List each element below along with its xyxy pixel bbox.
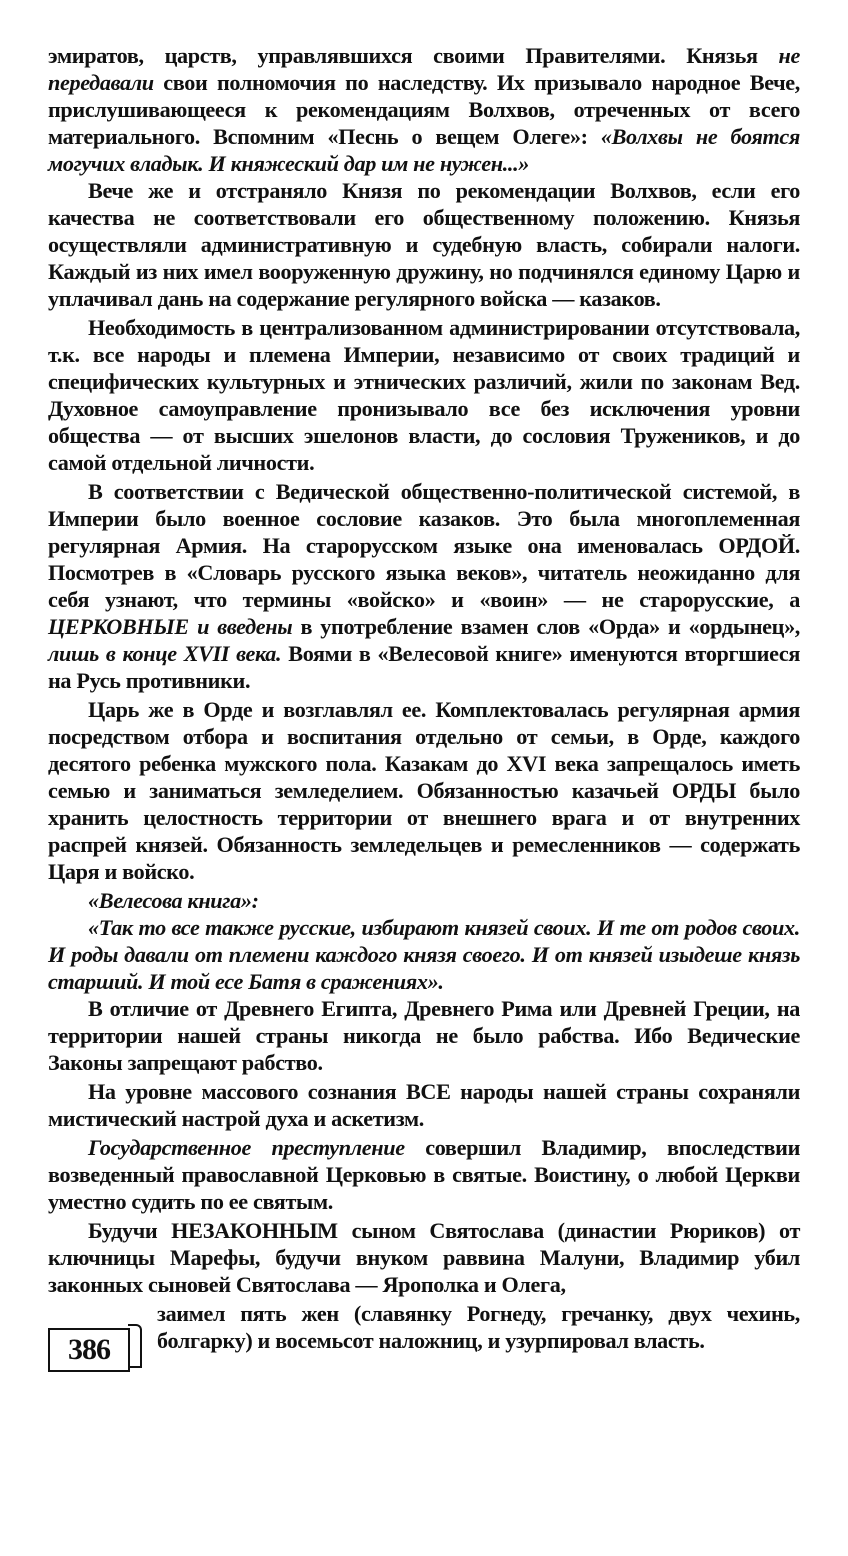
paragraph-5: Царь же в Орде и возглавлял ее. Комплектовалась регулярная армия посредством отбора и воспитания отдельно от семьи, в Орде, каждого десятого ребенка мужского пола. Казакам до XVI века запрещалось иметь семью и заниматься земледелием. Обязанностью казачьей ОРДЫ было хранить целостность территории от внешнего врага и от внутренних распрей князей. Обязанность земледельцев и ремесленников — содержать Царя и войско. bbox=[48, 697, 800, 884]
page-text bbox=[48, 42, 801, 1366]
paragraph-8: Государственное преступление совершил Владимир, впоследствии возведенный православной Церковью в святые. Воистину, о любой Церкви уместно судить по ее святым. bbox=[48, 1135, 800, 1214]
paragraph-4: В соответствии с Ведической общественно-политической системой, в Империи было военное сословие казаков. Это была многоплеменная регулярная Армия. На старорусском языке она именовалась ОРДОЙ. Посмотрев в «Словарь русского языка веков», читатель неожиданно для себя узнают, что термины «войско» и «воин» — не старорусские, а ЦЕРКОВНЫЕ и введены в употребление взамен слов «Орда» и «ордынец», лишь в конце XVII века. Воями в «Велесовой книге» именуются вторгшиеся на Русь противники. bbox=[48, 479, 801, 693]
quote-text: «Так то все также русские, избирают князей своих. И те от родов своих. И роды давали от племени каждого князя своего. И от князей изыдеше князь старший. И той есе Батя в сражениях». bbox=[48, 915, 800, 994]
paragraph-3: Необходимость в централизованном администрировании отсутствовала, т.к. все народы и племена Империи, независимо от своих традиций и специфических культурных и этнических различий, жили по законам Вед. Духовное самоуправление пронизывало все без исключения уровни общества — от высших эшелонов власти, до сословия Тружеников, и до самой отдельной личности. bbox=[48, 315, 800, 475]
page-number: 386 bbox=[48, 1328, 130, 1372]
paragraph-9: Будучи НЕЗАКОННЫМ сыном Святослава (династии Рюриков) от ключницы Марефы, будучи внуком раввина Малуни, Владимир убил законных сыновей Святослава — Ярополка и Олега, bbox=[48, 1218, 800, 1297]
page-footer-block bbox=[48, 1300, 800, 1366]
paragraph-6: В отличие от Древнего Египта, Древнего Рима или Древней Греции, на территории нашей страны никогда не было рабства. Ибо Ведические Законы запрещают рабство. bbox=[48, 996, 800, 1075]
paragraph-2: Вече же и отстраняло Князя по рекомендации Волхвов, если его качества не соответствовали его общественному положению. Князья осуществляли административную и судебную власть, собирали налоги. Каждый из них имел вооруженную дружину, но подчинялся единому Царю и уплачивал дань на содержание регулярного войска — казаков. bbox=[48, 178, 800, 311]
paragraph-1: эмиратов, царств, управлявшихся своими Правителями. Князья не передавали свои полномочия по наследству. Их призывало народное Вече, прислушивающееся к рекомендациям Волхвов, отреченных от всего материального. Вспомним «Песнь о вещем Олеге»: «Волхвы не боятся могучих владык. И княжеский дар им не нужен...» bbox=[48, 43, 800, 176]
page-number-tab bbox=[128, 1324, 142, 1368]
quote-heading: «Велесова книга»: bbox=[88, 888, 259, 913]
paragraph-7: На уровне массового сознания ВСЕ народы нашей страны сохраняли мистический настрой духа и аскетизм. bbox=[48, 1079, 800, 1131]
paragraph-10: заимел пять жен (славянку Рогнеду, гречанку, двух чехинь, болгарку) и восемьсот наложниц, и узурпировал власть. bbox=[157, 1301, 800, 1353]
